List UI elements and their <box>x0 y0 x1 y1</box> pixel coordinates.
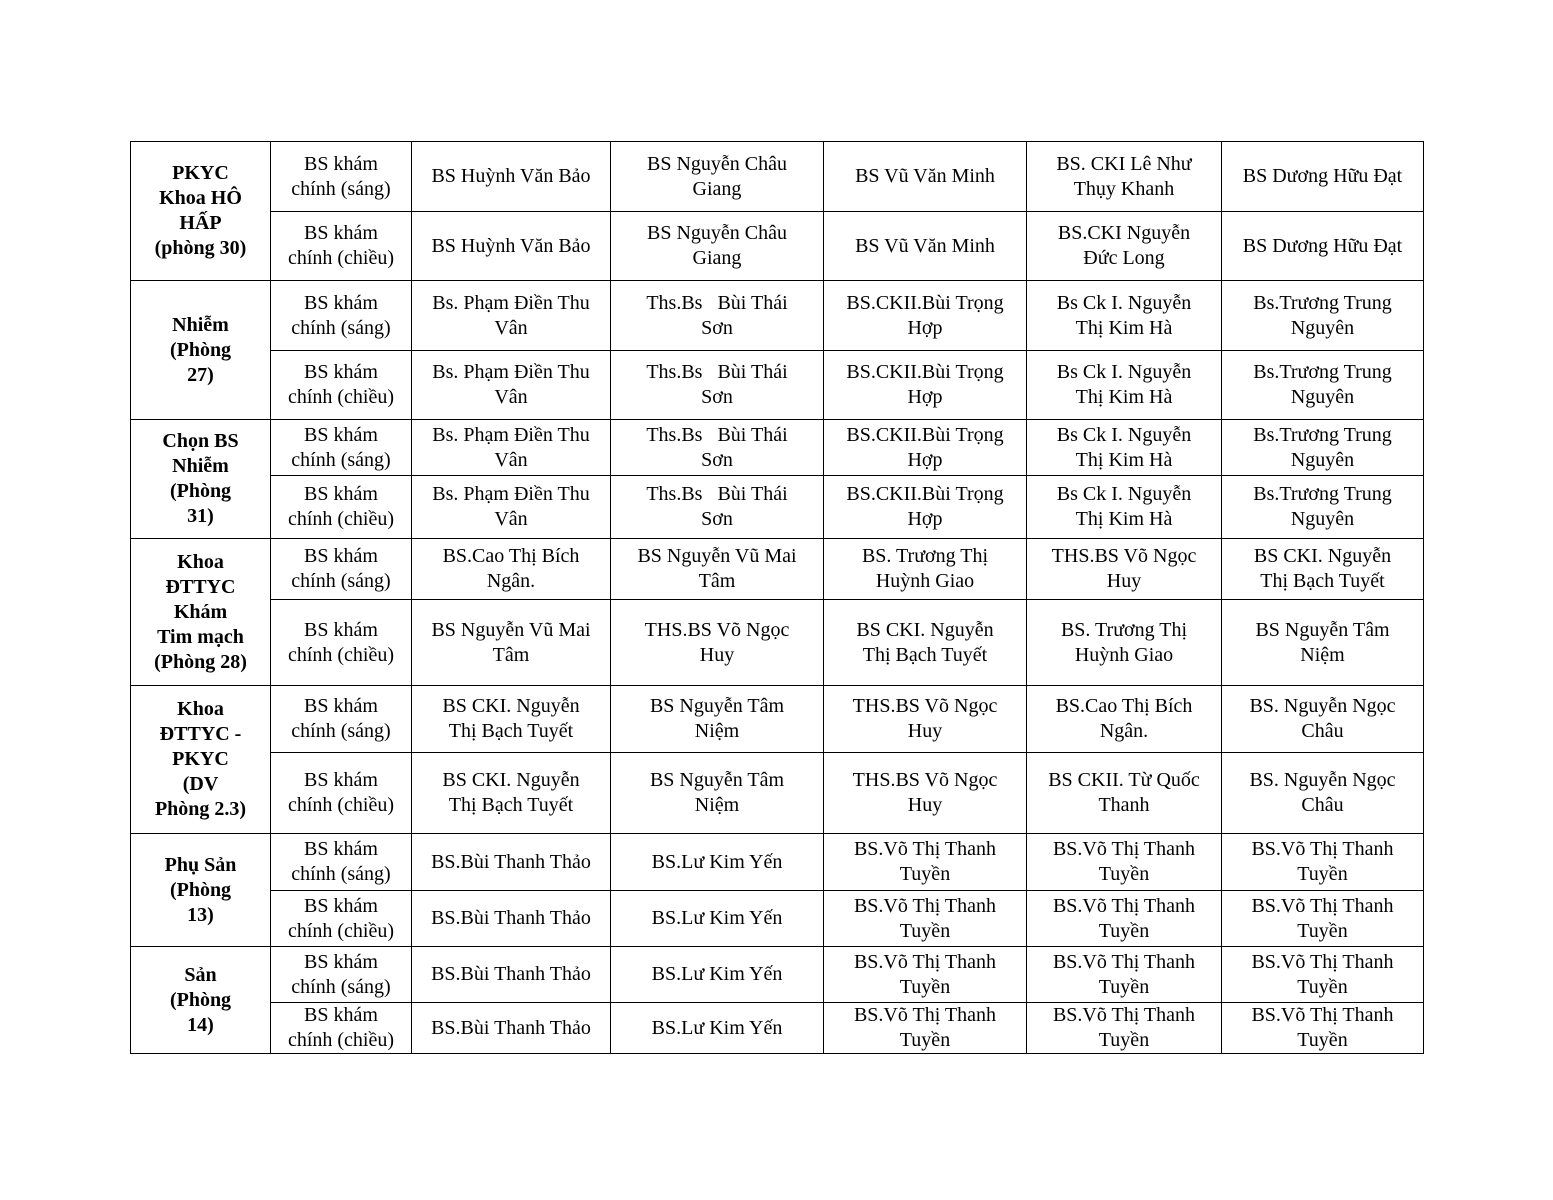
doctor-cell: BS.Võ Thị Thanh Tuyền <box>1222 891 1424 947</box>
doctor-cell: BS.CKI Nguyễn Đức Long <box>1027 212 1222 281</box>
doctor-cell: BS.Võ Thị Thanh Tuyền <box>1222 1003 1424 1054</box>
doctor-cell: Ths.Bs Bùi Thái Sơn <box>611 351 824 420</box>
shift-cell: BS khám chính (sáng) <box>271 142 412 212</box>
doctor-cell: BS CKI. Nguyễn Thị Bạch Tuyết <box>412 686 611 753</box>
doctor-cell: Bs.Trương Trung Nguyên <box>1222 476 1424 539</box>
doctor-cell: BS.Võ Thị Thanh Tuyền <box>824 834 1027 891</box>
doctor-cell: BS. CKI Lê Như Thụy Khanh <box>1027 142 1222 212</box>
doctor-cell: BS. Nguyễn Ngọc Châu <box>1222 686 1424 753</box>
doctor-cell: BS.Cao Thị Bích Ngân. <box>1027 686 1222 753</box>
shift-cell: BS khám chính (chiều) <box>271 891 412 947</box>
doctor-cell: Bs Ck I. Nguyễn Thị Kim Hà <box>1027 420 1222 476</box>
schedule-row <box>131 212 1424 281</box>
doctor-cell: BS.Võ Thị Thanh Tuyền <box>1222 947 1424 1003</box>
doctor-cell: BS Nguyễn Tâm Niệm <box>1222 600 1424 686</box>
doctor-cell: BS.Bùi Thanh Thảo <box>412 947 611 1003</box>
schedule-row <box>131 539 1424 600</box>
schedule-row <box>131 834 1424 891</box>
schedule-table <box>130 141 1424 1054</box>
doctor-cell: Bs.Trương Trung Nguyên <box>1222 281 1424 351</box>
doctor-cell: BS Nguyễn Tâm Niệm <box>611 753 824 834</box>
doctor-cell: Ths.Bs Bùi Thái Sơn <box>611 420 824 476</box>
doctor-cell: BS.Võ Thị Thanh Tuyền <box>1027 834 1222 891</box>
doctor-cell: BS.Bùi Thanh Thảo <box>412 834 611 891</box>
schedule-row <box>131 600 1424 686</box>
shift-cell: BS khám chính (sáng) <box>271 420 412 476</box>
schedule-row <box>131 420 1424 476</box>
shift-cell: BS khám chính (chiều) <box>271 351 412 420</box>
doctor-cell: BS.CKII.Bùi Trọng Hợp <box>824 281 1027 351</box>
shift-cell: BS khám chính (sáng) <box>271 947 412 1003</box>
doctor-cell: BS.Võ Thị Thanh Tuyền <box>1222 834 1424 891</box>
shift-cell: BS khám chính (sáng) <box>271 281 412 351</box>
doctor-cell: Bs Ck I. Nguyễn Thị Kim Hà <box>1027 281 1222 351</box>
doctor-cell: Bs. Phạm Điền Thu Vân <box>412 476 611 539</box>
doctor-cell: Ths.Bs Bùi Thái Sơn <box>611 281 824 351</box>
doctor-cell: BS.Lư Kim Yến <box>611 947 824 1003</box>
doctor-cell: Ths.Bs Bùi Thái Sơn <box>611 476 824 539</box>
doctor-cell: BS Vũ Văn Minh <box>824 212 1027 281</box>
doctor-cell: BS.Võ Thị Thanh Tuyền <box>1027 891 1222 947</box>
schedule-row <box>131 891 1424 947</box>
department-cell: Chọn BS Nhiễm (Phòng 31) <box>131 420 271 539</box>
doctor-cell: BS Nguyễn Châu Giang <box>611 212 824 281</box>
doctor-cell: BS.Lư Kim Yến <box>611 891 824 947</box>
doctor-cell: BS. Trương Thị Huỳnh Giao <box>824 539 1027 600</box>
schedule-row <box>131 281 1424 351</box>
doctor-cell: Bs.Trương Trung Nguyên <box>1222 420 1424 476</box>
doctor-cell: BS. Nguyễn Ngọc Châu <box>1222 753 1424 834</box>
doctor-cell: BS Nguyễn Vũ Mai Tâm <box>412 600 611 686</box>
doctor-cell: BS Nguyễn Tâm Niệm <box>611 686 824 753</box>
schedule-body <box>131 142 1424 1054</box>
shift-cell: BS khám chính (chiều) <box>271 753 412 834</box>
doctor-cell: BS Vũ Văn Minh <box>824 142 1027 212</box>
department-cell: Nhiễm (Phòng 27) <box>131 281 271 420</box>
schedule-row <box>131 1003 1424 1054</box>
doctor-cell: BS Dương Hữu Đạt <box>1222 142 1424 212</box>
department-cell: Phụ Sản (Phòng 13) <box>131 834 271 947</box>
department-cell: Khoa ĐTTYC Khám Tim mạch (Phòng 28) <box>131 539 271 686</box>
doctor-cell: Bs Ck I. Nguyễn Thị Kim Hà <box>1027 351 1222 420</box>
schedule-row <box>131 351 1424 420</box>
doctor-cell: Bs. Phạm Điền Thu Vân <box>412 420 611 476</box>
shift-cell: BS khám chính (chiều) <box>271 476 412 539</box>
doctor-cell: BS.Võ Thị Thanh Tuyền <box>824 1003 1027 1054</box>
department-cell: Khoa ĐTTYC - PKYC (DV Phòng 2.3) <box>131 686 271 834</box>
schedule-row <box>131 947 1424 1003</box>
doctor-cell: BS.CKII.Bùi Trọng Hợp <box>824 351 1027 420</box>
doctor-cell: BS.CKII.Bùi Trọng Hợp <box>824 420 1027 476</box>
doctor-cell: Bs. Phạm Điền Thu Vân <box>412 281 611 351</box>
doctor-cell: BS.Võ Thị Thanh Tuyền <box>1027 947 1222 1003</box>
shift-cell: BS khám chính (chiều) <box>271 600 412 686</box>
doctor-cell: BS.Võ Thị Thanh Tuyền <box>1027 1003 1222 1054</box>
schedule-row <box>131 753 1424 834</box>
shift-cell: BS khám chính (sáng) <box>271 686 412 753</box>
doctor-cell: BS.CKII.Bùi Trọng Hợp <box>824 476 1027 539</box>
doctor-cell: BS.Võ Thị Thanh Tuyền <box>824 891 1027 947</box>
doctor-cell: BS.Lư Kim Yến <box>611 1003 824 1054</box>
department-cell: Sản (Phòng 14) <box>131 947 271 1054</box>
doctor-cell: BS CKII. Từ Quốc Thanh <box>1027 753 1222 834</box>
schedule-row <box>131 686 1424 753</box>
doctor-cell: THS.BS Võ Ngọc Huy <box>611 600 824 686</box>
doctor-cell: BS Huỳnh Văn Bảo <box>412 212 611 281</box>
shift-cell: BS khám chính (sáng) <box>271 834 412 891</box>
schedule-row <box>131 476 1424 539</box>
doctor-cell: THS.BS Võ Ngọc Huy <box>824 686 1027 753</box>
doctor-cell: BS.Cao Thị Bích Ngân. <box>412 539 611 600</box>
doctor-cell: BS Nguyễn Châu Giang <box>611 142 824 212</box>
doctor-cell: BS CKI. Nguyễn Thị Bạch Tuyết <box>1222 539 1424 600</box>
doctor-cell: Bs Ck I. Nguyễn Thị Kim Hà <box>1027 476 1222 539</box>
doctor-cell: BS. Trương Thị Huỳnh Giao <box>1027 600 1222 686</box>
doctor-cell: BS.Bùi Thanh Thảo <box>412 891 611 947</box>
doctor-cell: BS.Bùi Thanh Thảo <box>412 1003 611 1054</box>
doctor-cell: Bs. Phạm Điền Thu Vân <box>412 351 611 420</box>
doctor-cell: THS.BS Võ Ngọc Huy <box>824 753 1027 834</box>
doctor-cell: BS CKI. Nguyễn Thị Bạch Tuyết <box>824 600 1027 686</box>
doctor-cell: BS Dương Hữu Đạt <box>1222 212 1424 281</box>
doctor-cell: BS.Võ Thị Thanh Tuyền <box>824 947 1027 1003</box>
doctor-cell: BS Huỳnh Văn Bảo <box>412 142 611 212</box>
doctor-cell: THS.BS Võ Ngọc Huy <box>1027 539 1222 600</box>
shift-cell: BS khám chính (chiều) <box>271 1003 412 1054</box>
doctor-cell: BS Nguyễn Vũ Mai Tâm <box>611 539 824 600</box>
shift-cell: BS khám chính (chiều) <box>271 212 412 281</box>
doctor-cell: BS.Lư Kim Yến <box>611 834 824 891</box>
schedule-row <box>131 142 1424 212</box>
doctor-cell: Bs.Trương Trung Nguyên <box>1222 351 1424 420</box>
department-cell: PKYC Khoa HÔ HẤP (phòng 30) <box>131 142 271 281</box>
shift-cell: BS khám chính (sáng) <box>271 539 412 600</box>
doctor-cell: BS CKI. Nguyễn Thị Bạch Tuyết <box>412 753 611 834</box>
